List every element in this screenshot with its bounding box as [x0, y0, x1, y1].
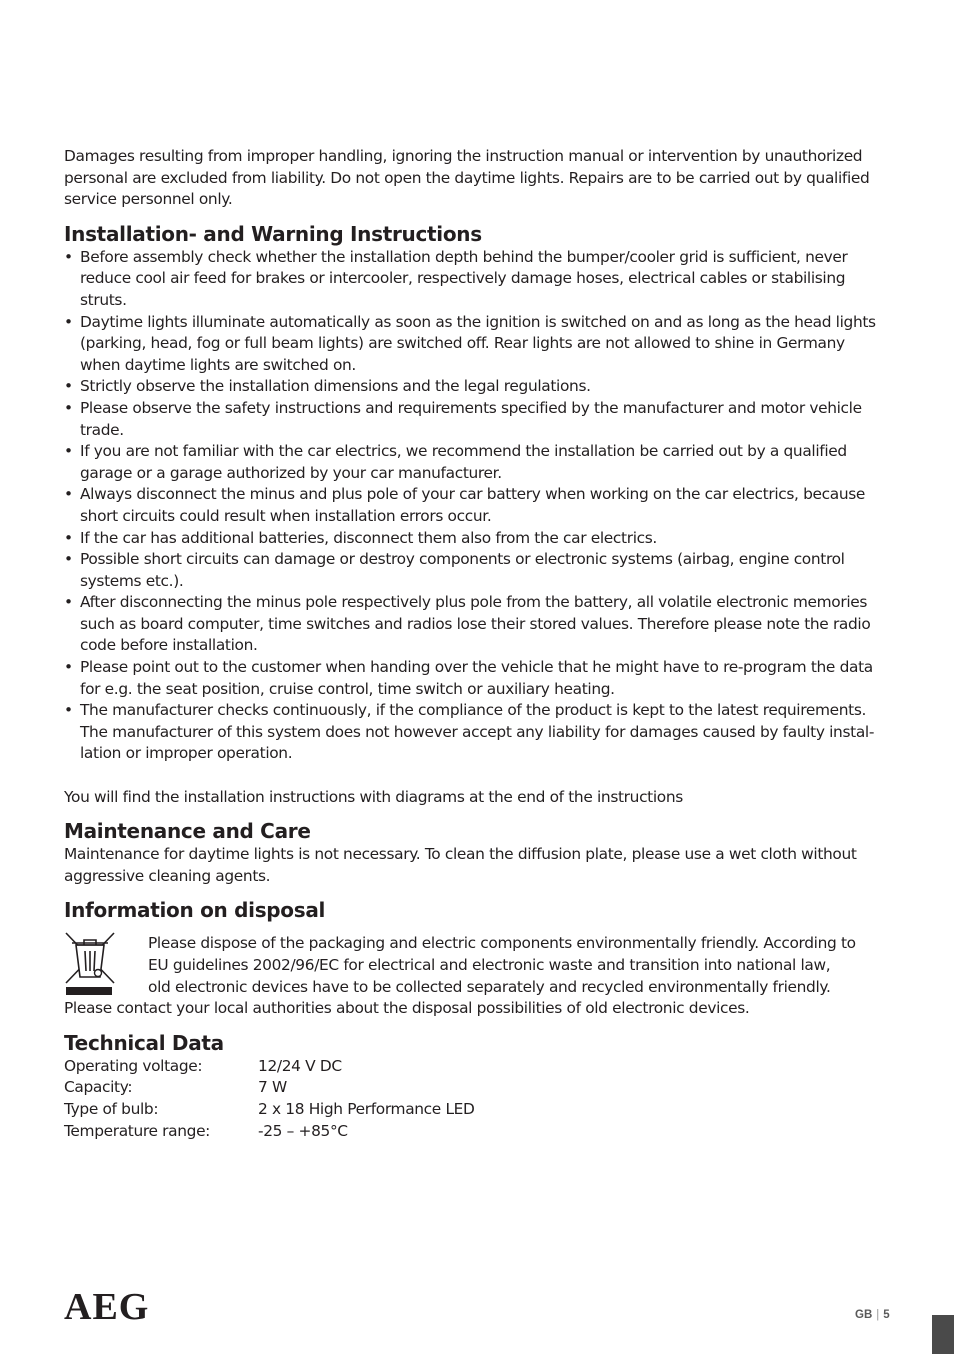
table-row — [64, 1056, 888, 1078]
tech-value: 12/24 V DC — [258, 1056, 342, 1075]
list-item: • If you are not familiar with the car electrics, we recommend the installation be carried out by a qualified garage or a garage authorized by your car manufacturer. — [64, 441, 888, 484]
installation-list — [64, 247, 888, 765]
maintenance-heading: Maintenance and Care — [64, 819, 311, 844]
document-page — [64, 146, 888, 1142]
tech-value: 7 W — [258, 1078, 287, 1097]
technical-table — [64, 1056, 888, 1142]
list-item: • The manufacturer checks continuously, if the compliance of the product is kept to the latest requirements. The manufacturer of this system does not however accept any liability for damages caused by faulty instal-lation or improper operation. — [64, 700, 888, 765]
disposal-block — [64, 933, 888, 1019]
disposal-line-3: old electronic devices have to be collected separately and recycled environmentally friendly. — [148, 977, 831, 996]
list-item: • Strictly observe the installation dimensions and the legal regulations. — [64, 376, 888, 398]
table-row — [64, 1121, 888, 1143]
list-item: • Please point out to the customer when handing over the vehicle that he might have to re-program the data for e.g. the seat position, cruise control, time switch or auxiliary heating. — [64, 657, 888, 700]
disposal-line-2: EU guidelines 2002/96/EC for electrical and electronic waste and transition into national law, — [148, 956, 831, 974]
list-item: • After disconnecting the minus pole respectively plus pole from the battery, all volatile electronic memories such as board computer, time switches and radios lose their stored values. Therefore please note the radio code before installation. — [64, 592, 888, 657]
list-item: • Always disconnect the minus and plus pole of your car battery when working on the car electrics, because short circuits could result when installation errors occur. — [64, 484, 888, 527]
page-number-value: 5 — [883, 1309, 890, 1321]
tech-label: Type of bulb: — [64, 1099, 159, 1118]
tech-label: Capacity: — [64, 1078, 133, 1097]
list-item: • Before assembly check whether the installation depth behind the bumper/cooler grid is sufficient, never reduce cool air feed for brakes or intercooler, respectively damage hoses, electrical cables or stabilising struts. — [64, 247, 888, 312]
tech-label: Temperature range: — [64, 1121, 211, 1140]
aeg-logo — [64, 1289, 170, 1323]
list-item: • Daytime lights illuminate automatically as soon as the ignition is switched on and as long as the head lights (parking, head, fog or full beam lights) are switched off. Rear lights are not allowed to shine in Germany when daytime lights are switched on. — [64, 312, 888, 377]
tech-value: 2 x 18 High Performance LED — [258, 1099, 475, 1118]
disposal-line-4: Please contact your local authorities about the disposal possibilities of old electronic devices. — [64, 999, 750, 1018]
installation-heading: Installation- and Warning Instructions — [64, 221, 482, 246]
divider: | — [876, 1309, 880, 1321]
tech-label: Operating voltage: — [64, 1056, 203, 1075]
aeg-logo-text: AEG — [64, 1289, 150, 1323]
intro-paragraph: Damages resulting from improper handling, ignoring the instruction manual or intervention by unauthorized personal are excluded from liability. Do not open the daytime lights. Repairs are to be carried out by qualified service personnel only. — [64, 147, 870, 209]
maintenance-text: Maintenance for daytime lights is not necessary. To clean the diffusion plate, please use a wet cloth without aggressive cleaning agents. — [64, 845, 857, 885]
disposal-line-1: Please dispose of the packaging and electric components environmentally friendly. According to — [148, 934, 856, 953]
page-number — [855, 1309, 890, 1321]
list-item: • Possible short circuits can damage or destroy components or electronic systems (airbag, engine control systems etc.). — [64, 549, 888, 592]
table-row — [64, 1077, 888, 1099]
technical-heading: Technical Data — [64, 1030, 224, 1055]
list-item: • Please observe the safety instructions and requirements specified by the manufacturer and motor vehicle trade. — [64, 398, 888, 441]
language-code: GB — [855, 1309, 873, 1321]
page-tab-marker — [932, 1315, 954, 1354]
list-item: • If the car has additional batteries, disconnect them also from the car electrics. — [64, 528, 888, 550]
weee-crossed-bin-icon — [64, 931, 116, 997]
table-row — [64, 1099, 888, 1121]
disposal-heading: Information on disposal — [64, 898, 326, 923]
tech-value: -25 – +85°C — [258, 1121, 348, 1140]
installation-note: You will find the installation instructions with diagrams at the end of the instructions — [64, 787, 683, 806]
